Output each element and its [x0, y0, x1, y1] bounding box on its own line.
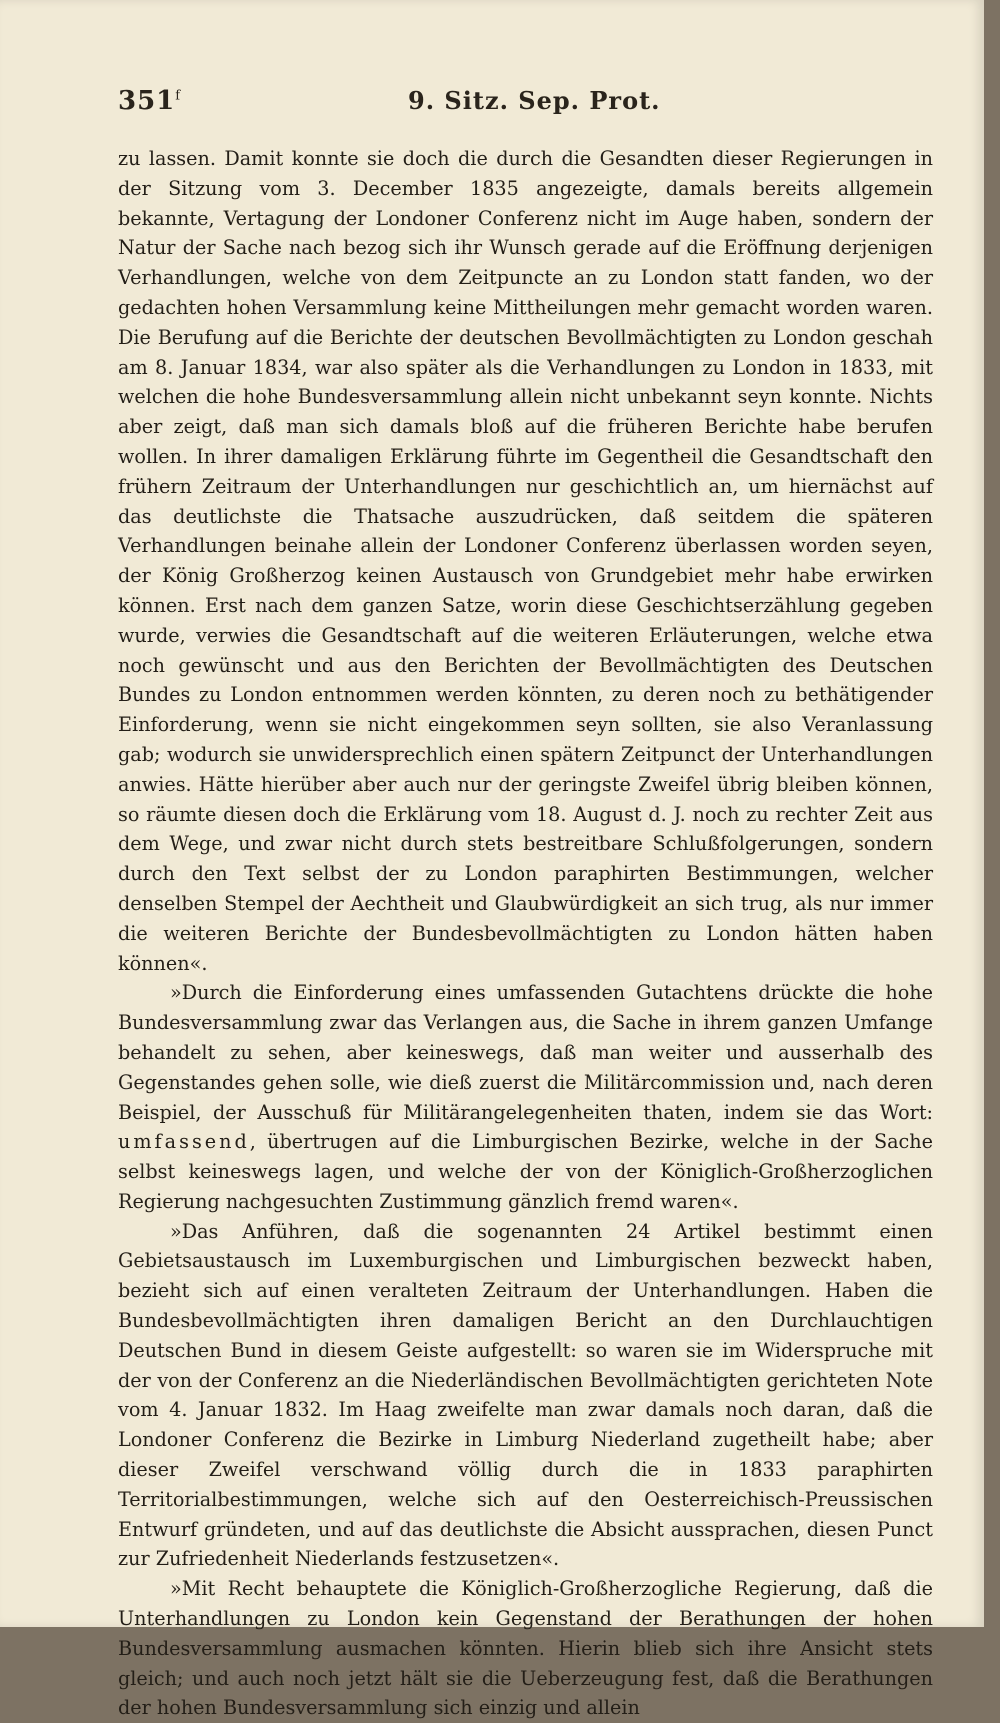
paragraph-4: »Mit Recht behauptete die Königlich-Großherzogliche Regierung, daß die Unterhandlungen zu London kein Gegenstand der Berathungen der hohen Bundesversammlung ausmachen könnten. Hierin blieb sich ihre Ansicht stets gleich; und auch noch jetzt hält sie die Ueberzeugung fest, daß die Berathungen der hohen Bundesversammlung sich einzig und allein [118, 1577, 933, 1720]
emphasized-word: umfassend [118, 1130, 250, 1154]
paragraph-1: zu lassen. Damit konnte sie doch die durch die Gesandten dieser Regierungen in der Sitzung vom 3. December 1835 angezeigte, damals bereits allgemein bekannte, Vertagung der Londoner Conferenz nicht im Auge haben, sondern der Natur der Sache nach bezog sich ihr Wunsch gerade auf die Eröffnung derjenigen Verhandlungen, welche von dem Zeitpuncte an zu London statt fanden, wo der gedachten hohen Versammlung keine Mittheilungen mehr gemacht worden waren. Die Berufung auf die Berichte der deutschen Bevollmächtigten zu London geschah am 8. Januar 1834, war also später als die Verhandlungen zu London in 1833, mit welchen die hohe Bundesversammlung allein nicht unbekannt seyn konnte. Nichts aber zeigt, daß man sich damals bloß auf die früheren Berichte habe berufen wollen. In ihrer damaligen Erklärung führte im Gegentheil die Gesandtschaft den frühern Zeitraum der Unterhandlungen nur geschichtlich an, um hiernächst auf das deutlichste die Thatsache auszudrücken, daß seitdem die späteren Verhandlungen beinahe allein der Londoner Conferenz überlassen worden seyen, der König Großherzog keinen Austausch von Grundgebiet mehr habe erwirken können. Erst nach dem ganzen Satze, worin diese Geschichtserzählung gegeben wurde, verwies die Gesandtschaft auf die weiteren Erläuterungen, welche etwa noch gewünscht und aus den Berichten der Bevollmächtigten des Deutschen Bundes zu London entnommen werden könnten, zu deren noch zu bethätigender Einforderung, wenn sie nicht eingekommen seyn sollten, sie also Veranlassung gab; wodurch sie unwidersprechlich einen spätern Zeitpunct der Unterhandlungen anwies. Hätte hierüber aber auch nur der geringste Zweifel übrig bleiben können, so räumte diesen doch die Erklärung vom 18. August d. J. noch zu rechter Zeit aus dem Wege, und zwar nicht durch stets bestreitbare Schlußfolgerungen, sondern durch den Text selbst der zu London paraphirten Bestimmungen, welcher denselben Stempel der Aechtheit und Glaubwürdigkeit an sich trug, als nur immer die weiteren Berichte der Bundesbevollmächtigten zu London hätten haben können«. [118, 147, 933, 975]
paragraph-3: »Das Anführen, daß die sogenannten 24 Artikel bestimmt einen Gebietsaustausch im Luxemburgischen und Limburgischen bezweckt haben, bezieht sich auf einen veralteten Zeitraum der Unterhandlungen. Haben die Bundesbevollmächtigten ihren damaligen Bericht an den Durchlauchtigen Deutschen Bund in diesem Geiste aufgestellt: so waren sie im Widerspruche mit der von der Conferenz an die Niederländischen Bevollmächtigten gerichteten Note vom 4. Januar 1832. Im Haag zweifelte man zwar damals noch daran, daß die Londoner Conferenz die Bezirke in Limburg Niederland zugetheilt habe; aber dieser Zweifel verschwand völlig durch die in 1833 paraphirten Territorialbestimmungen, welche sich auf den Oesterreichisch-Preussischen Entwurf gründeten, und auf das deutlichste die Absicht aussprachen, diesen Punct zur Zufriedenheit Niederlands festzusetzen«. [118, 1219, 933, 1571]
body-text [118, 144, 933, 1723]
paragraph-2 [118, 978, 933, 1216]
page-number-suffix: f [175, 88, 182, 104]
page-header [118, 86, 933, 130]
running-head: 9. Sitz. Sep. Prot. [408, 86, 661, 115]
paragraph-2-start: »Durch die Einforderung eines umfassenden Gutachtens drückte die hohe Bundesversammlung zwar das Verlangen aus, die Sache in ihrem ganzen Umfange behandelt zu sehen, aber keineswegs, daß man weiter und ausserhalb des Gegenstandes gehen solle, wie dieß zuerst die Militärcommission und, nach deren Beispiel, der Ausschuß für Militärangelegenheiten thaten, indem sie das Wort: [118, 981, 933, 1124]
paragraph-2-end: , übertrugen auf die Limburgischen Bezirke, welche in der Sache selbst keineswegs lagen, und welche der von der Königlich-Großherzoglichen Regierung nachgesuchten Zustimmung gänzlich fremd waren«. [118, 1130, 933, 1213]
page-number-value: 351 [118, 86, 176, 116]
page-number [118, 86, 181, 116]
